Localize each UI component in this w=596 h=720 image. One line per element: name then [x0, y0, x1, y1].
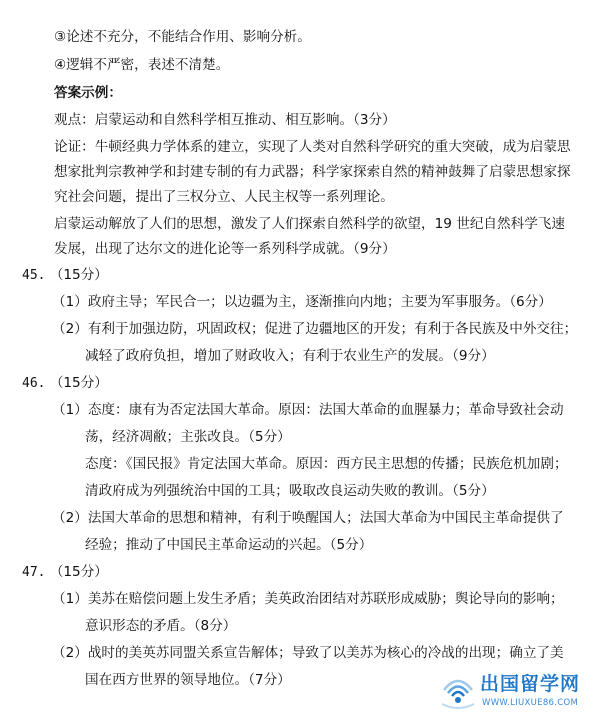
q45-answer-2-line-2: 减轻了政府负担，增加了财政收入；有利于农业生产的发展。（9分） — [85, 348, 495, 364]
enlightenment-line-2: 发展，出现了达尔文的进化论等一系列科学成就。（9分） — [54, 241, 396, 257]
question-47-header — [22, 566, 108, 580]
q46-answer-1-line-1: （1）态度：康有为否定法国大革命。原因：法国大革命的血腥暴力；革命导致社会动 — [52, 402, 564, 418]
q46-answer-1-line-3: 态度：《国民报》肯定法国大革命。原因：西方民主思想的传播；民族危机加剧； — [85, 456, 568, 472]
criterion-3: ③论述不充分，不能结合作用、影响分析。 — [54, 29, 311, 45]
signal-wave-icon — [442, 681, 474, 708]
question-46-number: 46. — [22, 376, 46, 391]
q47-answer-2-line-2: 国在西方世界的领导地位。（7分） — [85, 672, 291, 688]
answer-example-heading: 答案示例： — [54, 85, 122, 101]
question-45-score: （15分） — [49, 267, 108, 283]
argument-line-3: 究社会问题，提出了三权分立、人民主权等一系列理论。 — [54, 189, 394, 205]
enlightenment-line-1: 启蒙运动解放了人们的思想，激发了人们探索自然科学的欲望，19 世纪自然科学飞速 — [54, 216, 565, 232]
site-watermark-logo — [438, 664, 594, 716]
q46-answer-2-line-1: （2）法国大革命的思想和精神，有利于唤醒国人；法国大革命为中国民主革命提供了 — [52, 510, 564, 526]
q45-answer-2-line-1: （2）有利于加强边防，巩固政权；促进了边疆地区的开发；有利于各民族及中外交往； — [52, 321, 578, 337]
question-45-number: 45. — [22, 268, 46, 283]
q46-answer-2-line-2: 经验；推动了中国民主革命运动的兴起。（5分） — [85, 537, 373, 553]
q47-answer-1-line-1: （1）美苏在赔偿问题上发生矛盾；美英政治团结对苏联形成威胁；舆论导向的影响； — [52, 591, 564, 607]
argument-line-1: 论证：牛顿经典力学体系的建立，实现了人类对自然科学研究的重大突破，成为启蒙思 — [54, 139, 571, 155]
watermark-svg — [438, 664, 594, 716]
q45-answer-1: （1）政府主导；军民合一；以边疆为主，逐渐推向内地；主要为军事服务。（6分） — [52, 294, 552, 310]
question-45-header — [22, 269, 108, 283]
question-47-score: （15分） — [49, 564, 108, 580]
viewpoint-text: 观点：启蒙运动和自然科学相互推动、相互影响。（3分） — [54, 112, 396, 128]
q46-answer-1-line-4: 清政府成为列强统治中国的工具；吸取改良运动失败的教训。（5分） — [85, 483, 495, 499]
watermark-url: WWW.LIUXUE86.COM — [482, 698, 579, 708]
watermark-brand: 出国留学网 — [480, 673, 581, 695]
argument-line-2: 想家批判宗教神学和封建专制的有力武器；科学家探索自然的精神鼓舞了启蒙思想家探 — [54, 164, 571, 180]
q46-answer-1-line-2: 荡，经济凋敝；主张改良。（5分） — [85, 429, 291, 445]
q47-answer-2-line-1: （2）战时的美英苏同盟关系宣告解体；导致了以美苏为核心的冷战的出现；确立了美 — [52, 645, 564, 661]
question-47-number: 47. — [22, 565, 46, 580]
criterion-4: ④逻辑不严密，表述不清楚。 — [54, 57, 230, 73]
question-46-header — [22, 377, 108, 391]
q47-answer-1-line-2: 意识形态的矛盾。（8分） — [85, 618, 237, 634]
question-46-score: （15分） — [49, 375, 108, 391]
